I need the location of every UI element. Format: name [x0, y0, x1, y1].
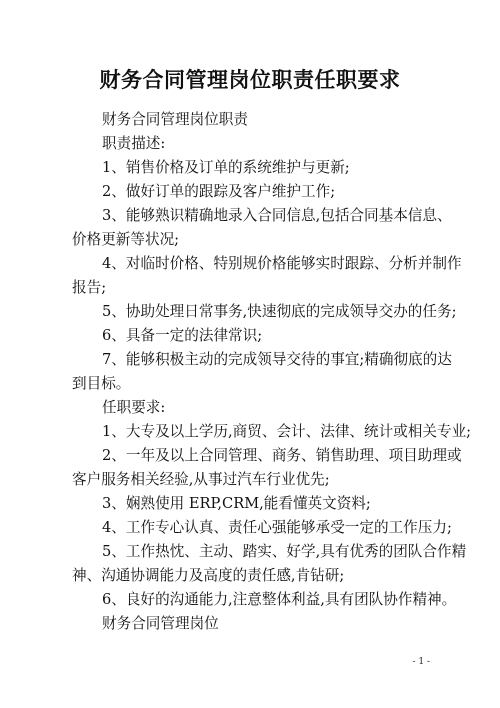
text-line: 3、娴熟使用 ERP,CRM,能看懂英文资料; — [102, 495, 371, 512]
text-line: 报告; — [72, 279, 107, 296]
text-line: 职责描述: — [102, 135, 166, 152]
text-line: 到目标。 — [72, 375, 131, 392]
text-line: 4、对临时价格、特别规价格能够实时跟踪、分析并制作 — [102, 255, 462, 272]
text-line: 5、工作热忱、主动、踏实、好学,具有优秀的团队合作精 — [102, 543, 467, 560]
text-line: 财务合同管理岗位职责 — [102, 111, 248, 128]
text-line: 4、工作专心认真、责任心强能够承受一定的工作压力; — [102, 519, 452, 536]
text-line: 6、良好的沟通能力,注意整体利益,具有团队协作精神。 — [102, 591, 457, 608]
text-line: 7、能够积极主动的完成领导交待的事宜;精确彻底的达 — [102, 351, 452, 368]
text-line: 客户服务相关经验,从事过汽车行业优先; — [72, 471, 330, 488]
text-line: 6、具备一定的法律常识; — [102, 327, 263, 344]
text-line: 5、协助处理日常事务,快速彻底的完成领导交办的任务; — [102, 303, 457, 320]
text-line: 价格更新等状况; — [72, 231, 180, 248]
text-line: 2、做好订单的跟踪及客户维护工作; — [102, 183, 336, 200]
text-line: 任职要求: — [102, 399, 166, 416]
document-title: 财务合同管理岗位职责任职要求 — [99, 67, 401, 92]
text-line: 财务合同管理岗位 — [102, 615, 219, 632]
text-line: 2、一年及以上合同管理、商务、销售助理、项目助理或 — [102, 447, 462, 464]
text-line: 神、沟通协调能力及高度的责任感,肯钻研; — [72, 567, 345, 584]
text-line: 1、销售价格及订单的系统维护与更新; — [102, 159, 350, 176]
page-number: - 1 - — [412, 657, 430, 667]
text-line: 1、大专及以上学历,商贸、会计、法律、统计或相关专业; — [102, 423, 472, 440]
text-line: 3、能够熟识精确地录入合同信息,包括合同基本信息、 — [102, 207, 452, 224]
